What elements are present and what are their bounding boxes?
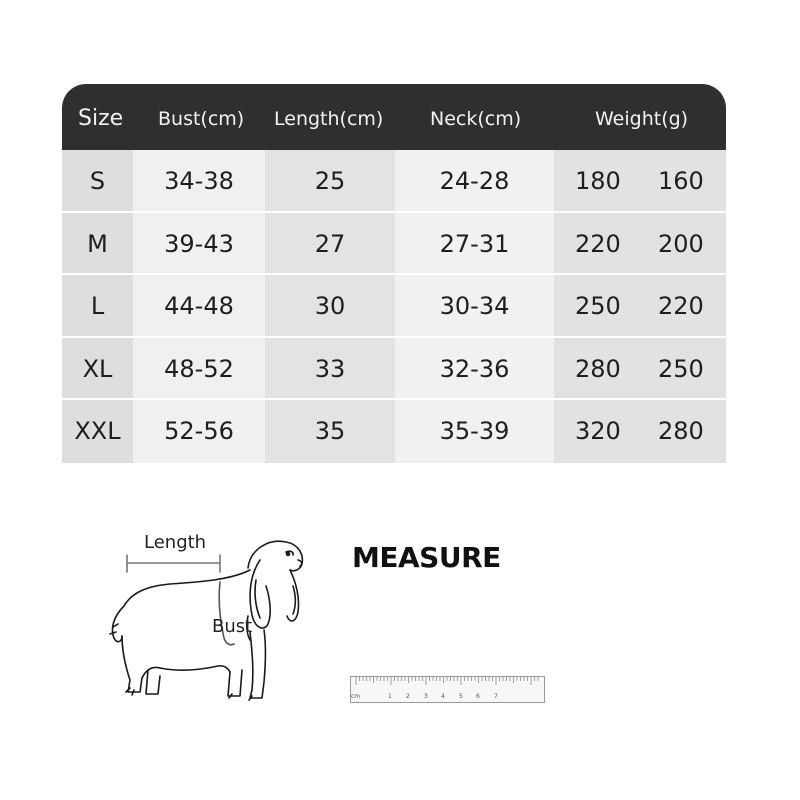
length-cell: 25 [265, 150, 395, 213]
weight-value-2: 280 [658, 417, 704, 446]
table-row [62, 275, 726, 338]
table-header [62, 84, 726, 150]
ruler-icon [350, 676, 545, 706]
weight-value-2: 250 [658, 354, 704, 383]
weight-value-2: 160 [658, 167, 704, 196]
size-cell: S [62, 150, 133, 213]
weight-cell [554, 213, 726, 276]
neck-cell: 30-34 [395, 275, 554, 338]
header-neck: Neck(cm) [430, 108, 522, 130]
size-cell: L [62, 275, 133, 338]
weight-cell [554, 338, 726, 401]
ruler-number: 3 [424, 693, 428, 700]
weight-value-2: 200 [658, 229, 704, 258]
ruler-number: 7 [494, 693, 498, 700]
ruler-unit: cm [351, 693, 361, 700]
neck-cell: 35-39 [395, 400, 554, 463]
neck-cell: 24-28 [395, 150, 554, 213]
dog-measurement-diagram [100, 520, 330, 710]
header-weight: Weight(g) [595, 108, 689, 130]
length-cell: 33 [265, 338, 395, 401]
weight-value-1: 320 [575, 417, 621, 446]
bust-cell: 44-48 [133, 275, 265, 338]
weight-value-1: 180 [575, 167, 621, 196]
weight-cell [554, 400, 726, 463]
ruler-number: 6 [476, 693, 480, 700]
size-cell: XL [62, 338, 133, 401]
weight-cell [554, 275, 726, 338]
weight-value-1: 220 [575, 229, 621, 258]
measure-title: MEASURE [352, 541, 501, 574]
size-cell: XXL [62, 400, 133, 463]
table-row [62, 400, 726, 463]
ruler-number: 4 [441, 693, 445, 700]
table-row [62, 213, 726, 276]
ruler-number: 5 [459, 693, 463, 700]
length-label: Length [144, 532, 207, 553]
ruler-number: 1 [388, 693, 392, 700]
length-cell: 35 [265, 400, 395, 463]
neck-cell: 32-36 [395, 338, 554, 401]
header-length: Length(cm) [274, 108, 384, 130]
weight-value-1: 280 [575, 354, 621, 383]
bust-label: Bust [212, 616, 253, 637]
size-cell: M [62, 213, 133, 276]
length-cell: 27 [265, 213, 395, 276]
bust-cell: 48-52 [133, 338, 265, 401]
bust-cell: 34-38 [133, 150, 265, 213]
header-bust: Bust(cm) [158, 108, 245, 130]
length-cell: 30 [265, 275, 395, 338]
weight-cell [554, 150, 726, 213]
bust-cell: 39-43 [133, 213, 265, 276]
table-row [62, 338, 726, 401]
table-row [62, 150, 726, 213]
neck-cell: 27-31 [395, 213, 554, 276]
bust-cell: 52-56 [133, 400, 265, 463]
size-chart-table [62, 84, 726, 463]
dog-outline-icon [100, 520, 330, 710]
weight-value-1: 250 [575, 292, 621, 321]
header-size: Size [78, 106, 124, 131]
weight-value-2: 220 [658, 292, 704, 321]
ruler-number: 2 [406, 693, 410, 700]
